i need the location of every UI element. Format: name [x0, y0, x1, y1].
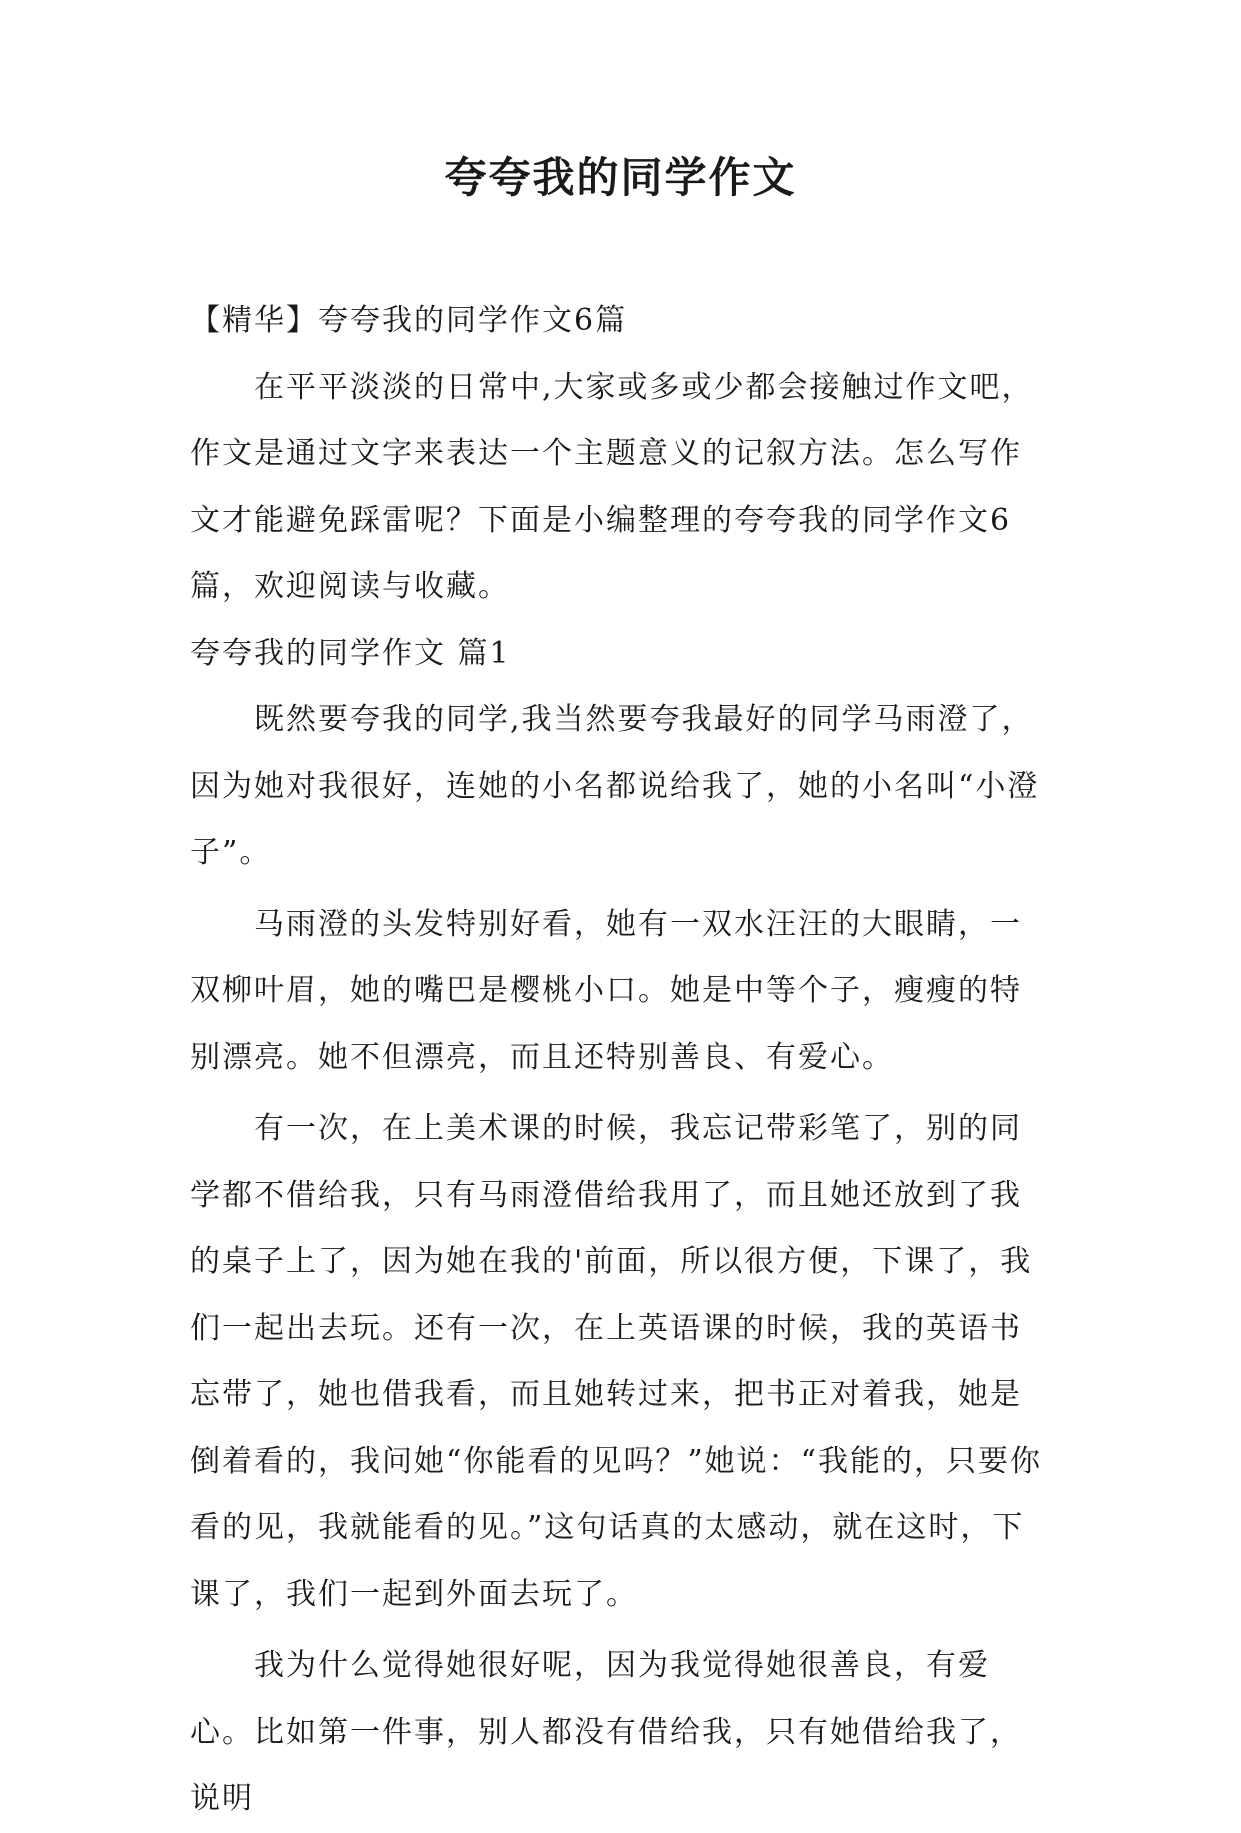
document-title: 夸夸我的同学作文 [444, 153, 797, 202]
intro-paragraph: 在平平淡淡的日常中,大家或多或少都会接触过作文吧，作文是通过文字来表达一个主题意义的记叙方法。怎么写作文才能避免踩雷呢？下面是小编整理的夸夸我的同学作文6篇，欢迎阅读与收藏。 [190, 369, 1034, 604]
section-heading: 夸夸我的同学作文 篇1 [190, 635, 511, 671]
body-paragraph: 马雨澄的头发特别好看，她有一双水汪汪的大眼睛，一双柳叶眉，她的嘴巴是樱桃小口。她是中等个子，瘦瘦的特别漂亮。她不但漂亮，而且还特别善良、有爱心。 [190, 906, 1022, 1075]
document-subtitle: 【精华】夸夸我的同学作文6篇 [190, 303, 628, 338]
body-paragraph: 我为什么觉得她很好呢，因为我觉得她很善良，有爱心。比如第一件事，别人都没有借给我，只有她借给我了，说明 [190, 1648, 1022, 1816]
body-paragraph: 有一次，在上美术课的时候，我忘记带彩笔了，别的同学都不借给我，只有马雨澄借给我用了，而且她还放到了我的桌子上了，因为她在我的'前面，所以很方便，下课了，我们一起出去玩。还有一次，在上英语课的时候，我的英语书忘带了，她也借我看，而且她转过来，把书正对着我，她是倒着看的，我问她“你能看的见吗？”她说：“我能的，只要你看的见，我就能看的见。”这句话真的太感动，就在这时，下课了，我们一起到外面去玩了。 [190, 1111, 1043, 1612]
body-paragraph: 既然要夸我的同学,我当然要夸我最好的同学马雨澄了，因为她对我很好，连她的小名都说给我了，她的小名叫“小澄子”。 [190, 702, 1040, 870]
document-body [190, 288, 1050, 1833]
